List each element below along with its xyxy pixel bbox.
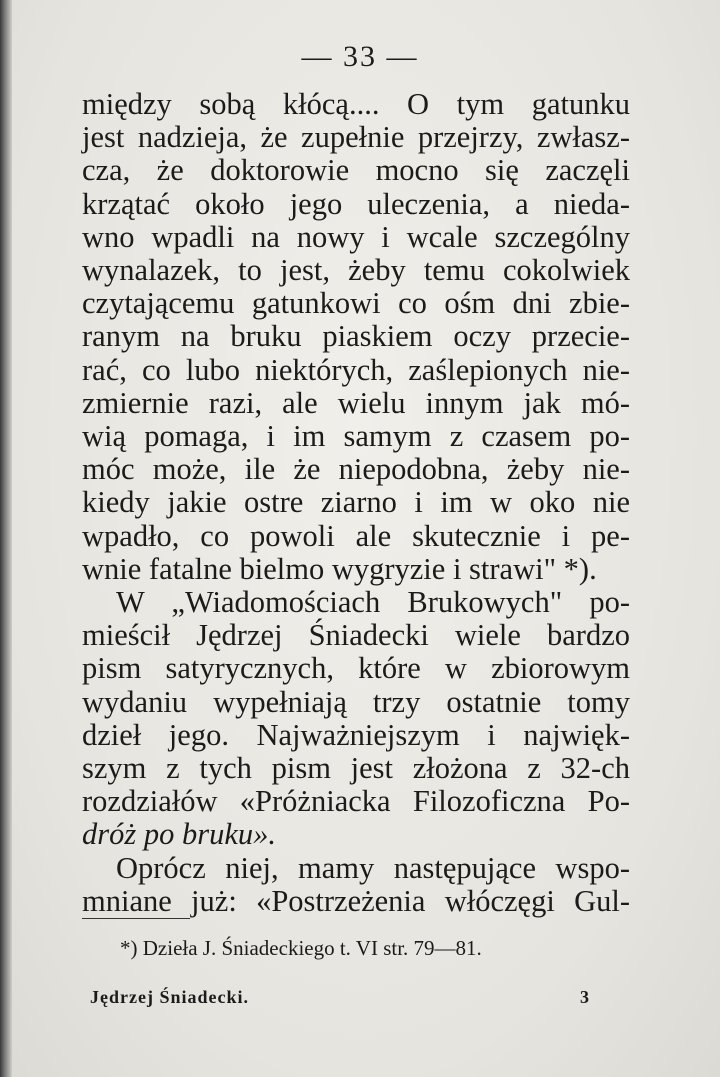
text-line: móc może, ile że niepodobna, żeby nie-: [82, 452, 630, 487]
text-line: zmiernie razi, ale wielu innym jak mó-: [82, 385, 630, 420]
signature-title: Jędrzej Śniadecki.: [90, 987, 249, 1007]
book-spine-shadow: [0, 0, 12, 1077]
body-text: [82, 88, 630, 918]
text-line: cza, że doktorowie mocno się zaczęli: [82, 153, 630, 188]
text-line: jest nadzieja, że zupełnie przejrzy, zwłasz-: [82, 120, 630, 155]
text-line: rozdziałów «Próżniacka Filozoficzna Po-: [82, 784, 630, 819]
footnote: *) Dzieła J. Śniadeckiego t. VI str. 79—81.: [120, 936, 482, 960]
text-line: wpadło, co powoli ale skutecznie i pe-: [82, 518, 630, 553]
text-line: pism satyrycznych, które w zbiorowym: [82, 651, 630, 686]
text-line: szym z tych pism jest złożona z 32-ch: [82, 751, 630, 786]
text-line: dróż po bruku».: [82, 817, 277, 852]
text-line: wydaniu wypełniają trzy ostatnie tomy: [82, 684, 630, 719]
page-number: — 33 —: [301, 40, 419, 73]
text-line: kiedy jakie ostre ziarno i im w oko nie: [82, 485, 630, 520]
text-line: krzątać około jego uleczenia, a nieda-: [82, 186, 630, 221]
footnote-rule: [82, 918, 190, 919]
text-line: wnie fatalne bielmo wygryzie i strawi" *).: [82, 551, 597, 586]
text-line: Oprócz niej, mamy następujące wspo-: [116, 850, 630, 885]
text-line: wią pomaga, i im samym z czasem po-: [82, 419, 630, 454]
text-line: wno wpadli na nowy i wcale szczególny: [82, 219, 630, 254]
text-line: dzieł jego. Najważniejszym i najwięk-: [82, 717, 630, 752]
signature-number: 3: [580, 987, 589, 1007]
text-line: ranym na bruku piaskiem oczy przecie-: [82, 319, 630, 354]
text-line: W „Wiadomościach Brukowych" po-: [116, 585, 630, 620]
text-line: między sobą kłócą.... O tym gatunku: [82, 87, 630, 121]
text-line: mieścił Jędrzej Śniadecki wiele bardzo: [82, 618, 630, 653]
text-line: czytającemu gatunkowi co ośm dni zbie-: [82, 286, 630, 321]
text-line: wynalazek, to jest, żeby temu cokolwiek: [82, 253, 630, 288]
text-line: mniane już: «Postrzeżenia włóczęgi Gul-: [82, 883, 630, 918]
text-line: rać, co lubo niektórych, zaślepionych nie-: [82, 352, 630, 387]
